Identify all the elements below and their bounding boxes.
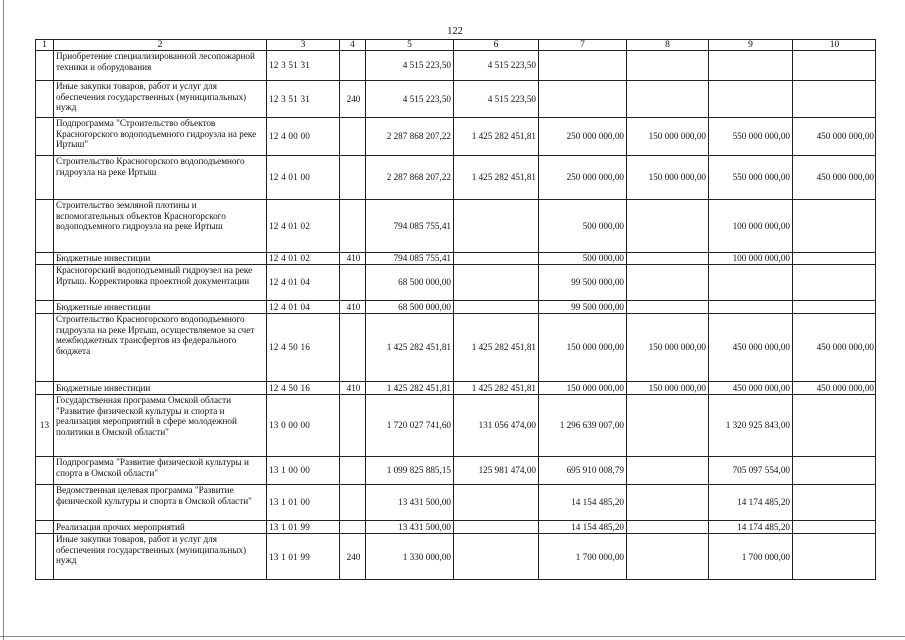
cell-col5: 1 330 000,00 <box>365 533 453 580</box>
cell-col6 <box>453 520 538 533</box>
row-expense-type: 240 <box>339 533 365 580</box>
row-number <box>35 117 53 155</box>
cell-col10 <box>792 533 876 580</box>
cell-col7: 500 000,00 <box>538 199 626 252</box>
cell-col7: 250 000 000,00 <box>538 155 626 199</box>
cell-col7 <box>538 50 626 80</box>
cell-col10: 450 000 000,00 <box>792 117 876 155</box>
cell-col5: 794 085 755,41 <box>365 199 453 252</box>
cell-col7: 150 000 000,00 <box>538 381 626 394</box>
row-code: 12 4 00 00 <box>266 117 339 155</box>
row-name <box>53 520 266 533</box>
row-number <box>35 520 53 533</box>
cell-col10 <box>792 520 876 533</box>
column-header-7: 7 <box>538 39 626 50</box>
row-number <box>35 264 53 300</box>
cell-col9: 14 174 485,20 <box>708 520 792 533</box>
page-number: 122 <box>447 26 463 37</box>
row-name <box>53 155 266 199</box>
cell-col6 <box>453 199 538 252</box>
row-name-text: Бюджетные инвестиции <box>56 382 151 393</box>
cell-col6 <box>453 484 538 520</box>
scan-border-bottom <box>0 636 905 637</box>
cell-col8 <box>626 484 708 520</box>
column-header-9: 9 <box>708 39 792 50</box>
row-expense-type <box>339 394 365 456</box>
cell-col9 <box>708 80 792 117</box>
cell-col6 <box>453 300 538 313</box>
row-name <box>53 50 266 80</box>
cell-col5: 13 431 500,00 <box>365 484 453 520</box>
row-name-text: Реализация прочих мероприятий <box>56 521 185 532</box>
cell-col8 <box>626 533 708 580</box>
row-name-text: Ведомственная целевая программа "Развитие физической культуры и спорта в Омской области" <box>56 485 252 506</box>
cell-col9 <box>708 50 792 80</box>
row-number <box>35 381 53 394</box>
column-header-4: 4 <box>339 39 365 50</box>
row-name <box>53 80 266 117</box>
cell-col9: 100 000 000,00 <box>708 199 792 252</box>
cell-col5: 4 515 223,50 <box>365 80 453 117</box>
row-name-text: Иные закупки товаров, работ и услуг для обеспечения государственных (муниципальных) нужд <box>56 534 247 566</box>
row-code: 12 4 50 16 <box>266 381 339 394</box>
row-code: 13 0 00 00 <box>266 394 339 456</box>
cell-col9: 550 000 000,00 <box>708 117 792 155</box>
cell-col9: 1 700 000,00 <box>708 533 792 580</box>
cell-col6 <box>453 264 538 300</box>
cell-col7: 250 000 000,00 <box>538 117 626 155</box>
row-name-text: Подпрограмма "Развитие физической культуры и спорта в Омской области" <box>56 457 249 478</box>
row-expense-type <box>339 155 365 199</box>
cell-col10 <box>792 252 876 264</box>
cell-col10: 450 000 000,00 <box>792 155 876 199</box>
cell-col8 <box>626 252 708 264</box>
cell-col9: 550 000 000,00 <box>708 155 792 199</box>
cell-col6 <box>453 533 538 580</box>
cell-col9: 450 000 000,00 <box>708 381 792 394</box>
column-header-1: 1 <box>35 39 53 50</box>
table-bottom-border <box>35 579 876 580</box>
row-expense-type <box>339 484 365 520</box>
cell-col10: 450 000 000,00 <box>792 381 876 394</box>
row-name <box>53 533 266 580</box>
cell-col8 <box>626 264 708 300</box>
row-code: 12 4 01 00 <box>266 155 339 199</box>
cell-col10 <box>792 50 876 80</box>
row-name-text: Приобретение специализированной лесопожарной техники и оборудования <box>56 51 255 72</box>
row-expense-type: 410 <box>339 381 365 394</box>
row-expense-type <box>339 264 365 300</box>
cell-col7: 99 500 000,00 <box>538 300 626 313</box>
cell-col8 <box>626 80 708 117</box>
cell-col8 <box>626 394 708 456</box>
row-name-text: Подпрограмма "Строительство объектов Красногорского водоподъемного гидроузла на реке Иртыш" <box>56 118 257 150</box>
cell-col5: 1 099 825 885,15 <box>365 456 453 484</box>
row-number <box>35 533 53 580</box>
cell-col6: 1 425 282 451,81 <box>453 155 538 199</box>
table-right-border <box>875 39 876 580</box>
row-name-text: Красногорский водоподъемный гидроузел на реке Иртыш. Корректировка проектной документации <box>56 265 253 286</box>
row-number <box>35 155 53 199</box>
cell-col10 <box>792 484 876 520</box>
row-number <box>35 300 53 313</box>
cell-col5: 4 515 223,50 <box>365 50 453 80</box>
cell-col6: 1 425 282 451,81 <box>453 313 538 381</box>
row-number <box>35 199 53 252</box>
row-number <box>35 80 53 117</box>
row-number <box>35 456 53 484</box>
cell-col7: 1 700 000,00 <box>538 533 626 580</box>
row-code: 12 4 01 04 <box>266 300 339 313</box>
row-code: 12 4 01 02 <box>266 252 339 264</box>
cell-col10 <box>792 80 876 117</box>
cell-col5: 2 287 868 207,22 <box>365 117 453 155</box>
row-expense-type <box>339 199 365 252</box>
cell-col7 <box>538 80 626 117</box>
row-name <box>53 117 266 155</box>
row-code: 12 3 51 31 <box>266 80 339 117</box>
cell-col6: 125 981 474,00 <box>453 456 538 484</box>
row-expense-type <box>339 313 365 381</box>
row-number <box>35 252 53 264</box>
row-number: 13 <box>35 394 53 456</box>
cell-col6: 1 425 282 451,81 <box>453 117 538 155</box>
row-code: 12 4 01 04 <box>266 264 339 300</box>
cell-col9: 14 174 485,20 <box>708 484 792 520</box>
cell-col9: 705 097 554,00 <box>708 456 792 484</box>
cell-col5: 2 287 868 207,22 <box>365 155 453 199</box>
row-expense-type: 410 <box>339 300 365 313</box>
row-expense-type: 410 <box>339 252 365 264</box>
cell-col8 <box>626 300 708 313</box>
row-expense-type: 240 <box>339 80 365 117</box>
cell-col6 <box>453 252 538 264</box>
cell-col7: 14 154 485,20 <box>538 520 626 533</box>
row-name <box>53 456 266 484</box>
row-name <box>53 199 266 252</box>
column-header-8: 8 <box>626 39 708 50</box>
cell-col8: 150 000 000,00 <box>626 155 708 199</box>
cell-col6: 4 515 223,50 <box>453 50 538 80</box>
row-name-text: Иные закупки товаров, работ и услуг для обеспечения государственных (муниципальных) нужд <box>56 81 247 113</box>
row-name <box>53 300 266 313</box>
row-name <box>53 313 266 381</box>
column-header-6: 6 <box>453 39 538 50</box>
row-name-text: Государственная программа Омской области "Развитие физической культуры и спорта и реализация мероприятий в сфере молодежной политики в Омской области" <box>56 395 237 437</box>
cell-col8: 150 000 000,00 <box>626 381 708 394</box>
cell-col8 <box>626 456 708 484</box>
row-name <box>53 264 266 300</box>
row-code: 13 1 01 99 <box>266 520 339 533</box>
cell-col10 <box>792 264 876 300</box>
row-code: 13 1 01 99 <box>266 533 339 580</box>
cell-col5: 1 425 282 451,81 <box>365 381 453 394</box>
row-name <box>53 252 266 264</box>
cell-col10 <box>792 300 876 313</box>
cell-col8 <box>626 50 708 80</box>
row-name-text: Строительство Красногорского водоподъемного гидроузла на реке Иртыш, осуществляемое за счет межбюджетных трансфертов из федерального бюджета <box>56 314 255 356</box>
row-name-text: Строительство земляной плотины и вспомогательных объектов Красногорского водоподъемного гидроузла на реке Иртыш <box>56 200 226 232</box>
row-code: 12 4 01 02 <box>266 199 339 252</box>
scan-border-left <box>3 0 4 640</box>
cell-col5: 1 720 027 741,60 <box>365 394 453 456</box>
row-expense-type <box>339 117 365 155</box>
cell-col9: 1 320 925 843,00 <box>708 394 792 456</box>
row-name-text: Бюджетные инвестиции <box>56 253 151 264</box>
cell-col7: 695 910 008,79 <box>538 456 626 484</box>
row-name <box>53 394 266 456</box>
row-number <box>35 50 53 80</box>
cell-col8: 150 000 000,00 <box>626 117 708 155</box>
cell-col8 <box>626 199 708 252</box>
row-code: 13 1 01 00 <box>266 484 339 520</box>
cell-col7: 150 000 000,00 <box>538 313 626 381</box>
cell-col5: 794 085 755,41 <box>365 252 453 264</box>
row-code: 12 3 51 31 <box>266 50 339 80</box>
column-header-10: 10 <box>792 39 876 50</box>
cell-col10 <box>792 199 876 252</box>
cell-col5: 68 500 000,00 <box>365 264 453 300</box>
row-expense-type <box>339 50 365 80</box>
cell-col6: 1 425 282 451,81 <box>453 381 538 394</box>
row-name-text: Бюджетные инвестиции <box>56 301 151 312</box>
row-expense-type <box>339 456 365 484</box>
row-code: 12 4 50 16 <box>266 313 339 381</box>
cell-col10 <box>792 394 876 456</box>
row-number <box>35 313 53 381</box>
column-header-2: 2 <box>53 39 266 50</box>
cell-col8 <box>626 520 708 533</box>
cell-col9: 450 000 000,00 <box>708 313 792 381</box>
cell-col5: 13 431 500,00 <box>365 520 453 533</box>
row-number <box>35 484 53 520</box>
cell-col7: 99 500 000,00 <box>538 264 626 300</box>
budget-table <box>35 39 881 596</box>
row-name-text: Строительство Красногорского водоподъемного гидроузла на реке Иртыш <box>56 156 245 177</box>
cell-col9 <box>708 264 792 300</box>
cell-col5: 1 425 282 451,81 <box>365 313 453 381</box>
cell-col10 <box>792 456 876 484</box>
cell-col9: 100 000 000,00 <box>708 252 792 264</box>
cell-col6: 131 056 474,00 <box>453 394 538 456</box>
row-code: 13 1 00 00 <box>266 456 339 484</box>
cell-col9 <box>708 300 792 313</box>
cell-col6: 4 515 223,50 <box>453 80 538 117</box>
cell-col7: 14 154 485,20 <box>538 484 626 520</box>
row-name <box>53 381 266 394</box>
cell-col7: 1 296 639 007,00 <box>538 394 626 456</box>
row-expense-type <box>339 520 365 533</box>
cell-col5: 68 500 000,00 <box>365 300 453 313</box>
cell-col8: 150 000 000,00 <box>626 313 708 381</box>
column-header-5: 5 <box>365 39 453 50</box>
cell-col7: 500 000,00 <box>538 252 626 264</box>
column-header-3: 3 <box>266 39 339 50</box>
cell-col10: 450 000 000,00 <box>792 313 876 381</box>
row-name <box>53 484 266 520</box>
